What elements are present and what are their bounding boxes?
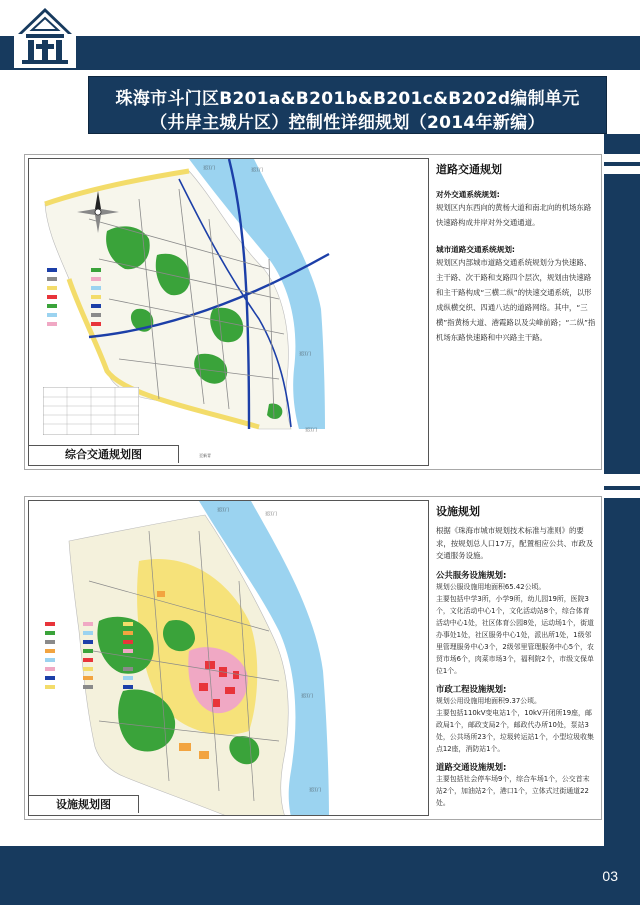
page-number: 03 (602, 868, 618, 884)
external-text: 规划区内东西向的黄杨大道和南北向的机场东路快速路构成井岸对外交通通道。 (436, 203, 592, 227)
urban-title: 城市道路交通系统规划: (436, 245, 515, 254)
title-box (88, 76, 607, 134)
facility-map-caption: 设施规划图 (29, 795, 139, 813)
transport-panel (24, 154, 602, 470)
traffic-text: 主要包括社会停车场9个，综合车场1个，公交首末站2个，加油站2个，港口1个，立体式过街通道22处。 (436, 774, 590, 807)
stats-table (43, 387, 139, 435)
transport-map-caption: 综合交通规划图 (29, 445, 179, 463)
logo-icon (14, 4, 76, 68)
facility-text (436, 503, 596, 809)
external-title: 对外交通系统规划: (436, 190, 500, 199)
header-band (0, 36, 640, 70)
urban-text: 规划区内部城市道路交通系统规划分为快速路、主干路、次干路和支路四个层次，规划由快速路和主干路构成“三横二纵”的快速交通系统，以形成纵横交织、四通八达的道路网络。其中，“三横”指黄杨大道、港霞路以及尖峰前路；“二纵”指机场东路快速路和中兴路主干路。 (436, 258, 596, 342)
facility-title: 设施规划 (436, 505, 480, 518)
traffic-title: 道路交通设施规划: (436, 761, 507, 772)
svg-text:至新青: 至新青 (199, 453, 211, 458)
public-title: 公共服务设施规划: (436, 569, 507, 580)
municipal-area: 规划公用设施用地面积9.37公顷。 (436, 696, 541, 705)
compass-icon (75, 189, 121, 235)
svg-text:至江门: 至江门 (251, 167, 263, 172)
transport-title: 道路交通规划 (436, 163, 502, 176)
facility-intro: 根据《珠海市城市规划技术标准与准则》的要求，按规划总人口17万，配置相应公共、市政及交通服务设施。 (436, 526, 594, 561)
facility-map (28, 500, 429, 816)
facility-legend (43, 621, 153, 693)
public-area: 规划公服设施用地面积65.42公顷。 (436, 582, 546, 591)
public-text: 主要包括中学3所，小学9所，幼儿园19所，医院3个，文化活动中心1个，文化活动站8个，综合体育活动中心1处，社区体育公园8处，运动场1个，街道办事处1处，社区服务中心1处，派出所1处，1级邻里管理服务中心3个，2级邻里管理服务中心5个，农贸市场6个，肉菜市场3个，福利院2个，市级文保单位1个。 (436, 594, 594, 675)
svg-text:至江门: 至江门 (299, 351, 311, 356)
facility-panel (24, 496, 602, 820)
legend (43, 267, 135, 330)
svg-text:至江门: 至江门 (217, 507, 229, 512)
footer-band (0, 846, 640, 905)
page-title: 珠海市斗门区B201a&B201b&B201c&B202d编制单元 (115, 89, 580, 109)
page-subtitle: （井岸主城片区）控制性详细规划（2014年新编） (150, 113, 545, 133)
right-rail (604, 134, 640, 846)
svg-text:至江门: 至江门 (265, 511, 277, 516)
svg-text:至江门: 至江门 (301, 693, 313, 698)
svg-text:至江门: 至江门 (203, 165, 215, 170)
transport-map (28, 158, 429, 466)
transport-text (436, 161, 596, 345)
municipal-title: 市政工程设施规划: (436, 683, 507, 694)
municipal-text: 主要包括110kV变电站1个，10kV开闭所19座，邮政局1个，邮政支局2个，邮政代办所10处，泵站3处，公共场所23个，垃圾转运站1个，小型垃圾收集点12座，消防站1个。 (436, 708, 594, 753)
svg-text:至江门: 至江门 (309, 787, 321, 792)
svg-text:至江门: 至江门 (305, 427, 317, 432)
